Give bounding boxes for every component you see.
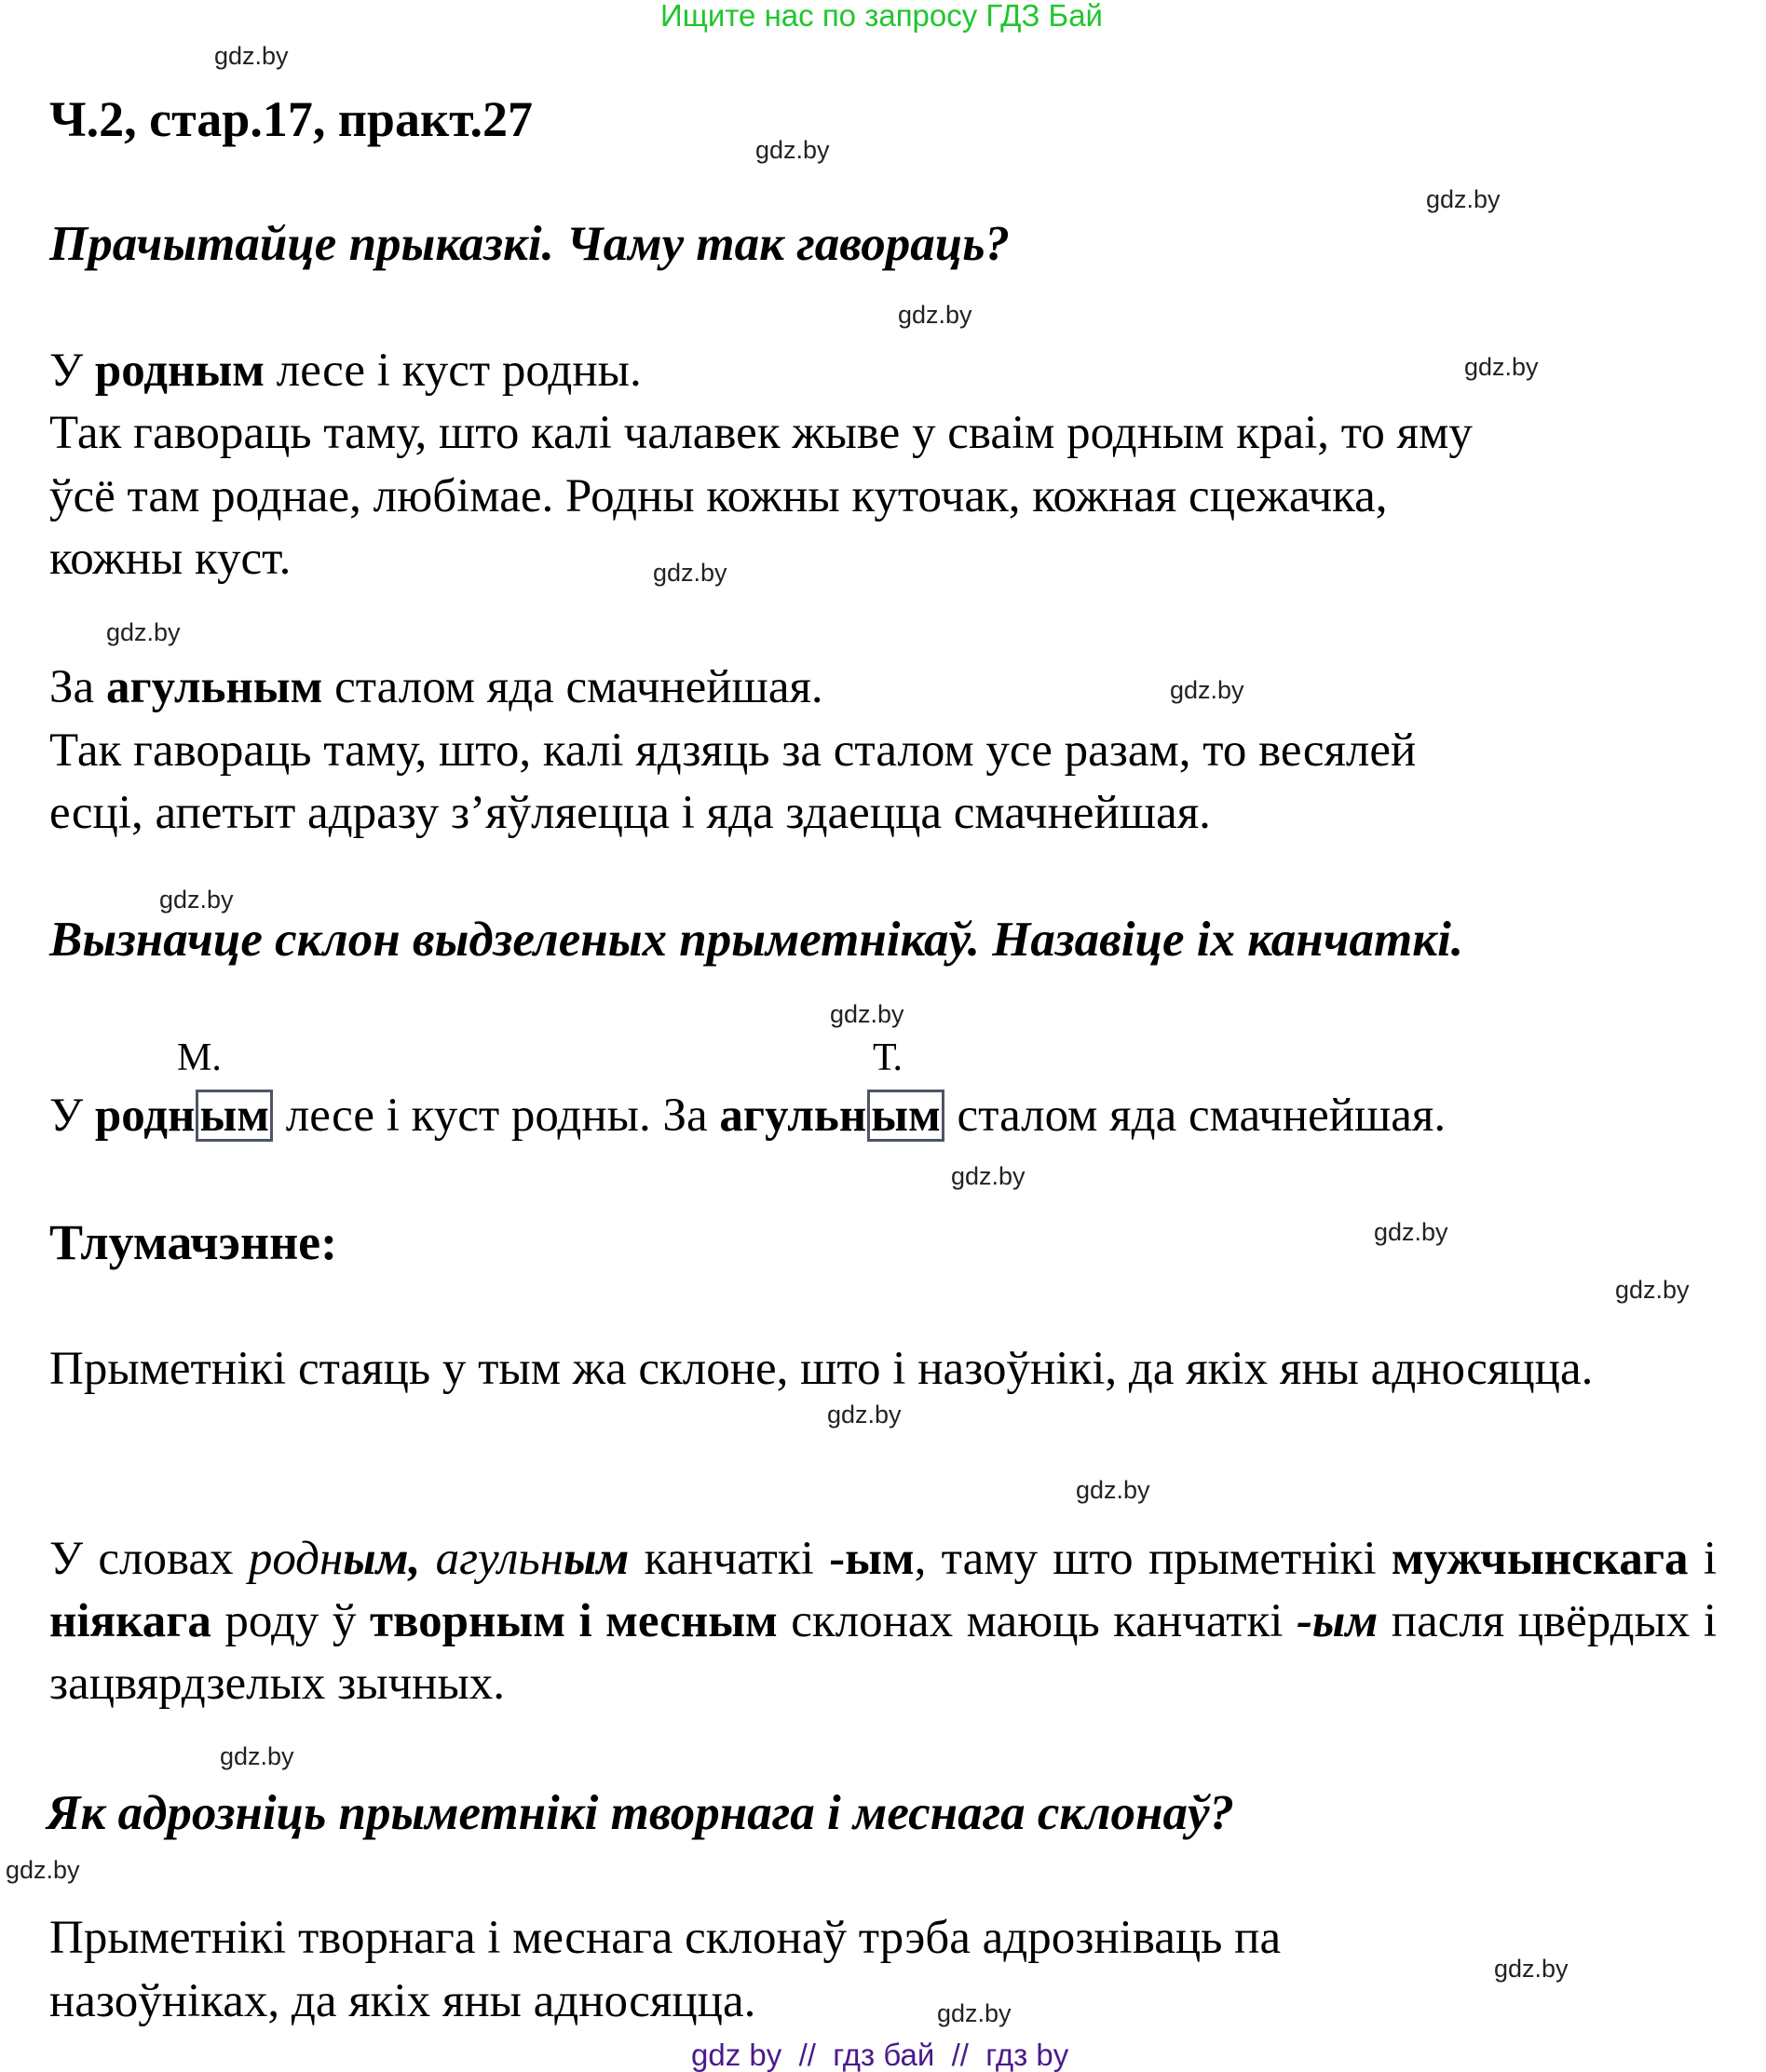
- watermark: gdz.by: [898, 301, 972, 329]
- watermark: gdz.by: [755, 136, 830, 164]
- watermark: gdz.by: [951, 1162, 1026, 1190]
- highlighted-adjective: родным: [94, 345, 265, 397]
- proverb-text: У: [49, 345, 95, 397]
- answer-line: Прыметнікі творнага і меснага склонаў трэба адрозніваць па: [49, 1912, 1282, 1964]
- watermark: gdz.by: [1464, 353, 1539, 381]
- explanation-heading: Тлумачэнне:: [49, 1214, 338, 1270]
- paragraph-text: пасля цвёрдых і зацвярдзелых зычных.: [49, 1595, 1717, 1710]
- ending-box: ым: [867, 1090, 944, 1142]
- watermark: gdz.by: [1374, 1218, 1448, 1246]
- task-heading-1: Прачытайце прыказкі. Чаму так гавораць?: [49, 217, 1010, 271]
- answer-line: назоўніках, да якіх яны адносяцца.: [49, 1975, 756, 2027]
- case-label-instrumental: Т.: [873, 1036, 903, 1079]
- paragraph-text: [420, 1533, 435, 1585]
- sentence-text: лесе і куст родны. За: [274, 1090, 720, 1142]
- proverb-text: За: [49, 661, 106, 713]
- search-banner: Ищите нас по запросу ГДЗ Бай: [660, 0, 1103, 33]
- word-stem: родн: [94, 1090, 196, 1142]
- watermark: gdz.by: [1076, 1476, 1150, 1504]
- watermark: gdz.by: [653, 559, 727, 587]
- ending-box: ым: [196, 1090, 273, 1142]
- explanation-paragraph-1: Прыметнікі стаяць у тым жа склоне, што і назоўнікі, да якіх яны адносяцца.: [49, 1343, 1594, 1395]
- watermark: gdz.by: [106, 618, 181, 646]
- paragraph-text: склонах маюць канчаткі: [777, 1595, 1297, 1647]
- watermark: gdz.by: [1494, 1955, 1569, 1983]
- explanation-line: кожны куст.: [49, 533, 292, 585]
- paragraph-text: роду ў: [211, 1595, 370, 1647]
- proverb-2: [49, 657, 823, 719]
- watermark: gdz.by: [830, 1000, 904, 1028]
- page-title: Ч.2, стар.17, практ.27: [49, 91, 534, 147]
- analysis-sentence: [49, 1085, 1446, 1147]
- paragraph-text: , таму што прыметнікі: [914, 1533, 1392, 1585]
- italic-word: агульн: [435, 1533, 564, 1585]
- sentence-text: сталом яда смачнейшая.: [944, 1090, 1447, 1142]
- bold-term: мужчынскага: [1391, 1533, 1689, 1585]
- word-stem: агульн: [719, 1090, 867, 1142]
- watermark: gdz.by: [827, 1401, 902, 1429]
- footer-links[interactable]: gdz by // гдз бай // гдз by: [691, 2038, 1069, 2072]
- explanation-line: Так гавораць таму, што калі чалавек жыве у сваім родным краі, то яму: [49, 407, 1473, 459]
- italic-ending: ым,: [343, 1533, 421, 1585]
- watermark: gdz.by: [1170, 676, 1244, 704]
- watermark: gdz.by: [6, 1856, 80, 1884]
- italic-word: родн: [248, 1533, 344, 1585]
- watermark: gdz.by: [1426, 185, 1501, 213]
- explanation-line: есці, апетыт адразу з’яўляецца і яда здаецца смачнейшая.: [49, 787, 1211, 839]
- watermark: gdz.by: [159, 886, 234, 914]
- task-heading-3: Як адрозніць прыметнікі творнага і меснага склонаў?: [47, 1786, 1235, 1840]
- proverb-text: лесе і куст родны.: [265, 345, 642, 397]
- watermark: gdz.by: [1615, 1276, 1690, 1304]
- paragraph-text: У словах: [49, 1533, 249, 1585]
- bold-term: творным і месным: [369, 1595, 778, 1647]
- bold-term: ніякага: [49, 1595, 211, 1647]
- paragraph-text: і: [1688, 1533, 1718, 1585]
- sentence-text: У: [49, 1090, 95, 1142]
- paragraph-text: канчаткі: [629, 1533, 830, 1585]
- bold-ending: -ым: [829, 1533, 915, 1585]
- highlighted-adjective: агульным: [105, 661, 323, 713]
- italic-ending: ым: [564, 1533, 630, 1585]
- watermark: gdz.by: [220, 1742, 294, 1770]
- proverb-text: сталом яда смачнейшая.: [322, 661, 823, 713]
- watermark: gdz.by: [937, 1999, 1012, 2027]
- watermark: gdz.by: [214, 42, 289, 70]
- task-heading-2: Вызначце склон выдзеленых прыметнікаў. Назавіце іх канчаткі.: [49, 913, 1464, 967]
- explanation-paragraph-2: [49, 1528, 1717, 1715]
- proverb-1: [49, 340, 642, 402]
- explanation-line: Так гавораць таму, што, калі ядзяць за сталом усе разам, то весялей: [49, 725, 1417, 777]
- case-label-locative: М.: [177, 1036, 222, 1079]
- bold-italic-ending: -ым: [1296, 1595, 1379, 1647]
- explanation-line: ўсё там роднае, любімае. Родны кожны куточак, кожная сцежачка,: [49, 470, 1388, 522]
